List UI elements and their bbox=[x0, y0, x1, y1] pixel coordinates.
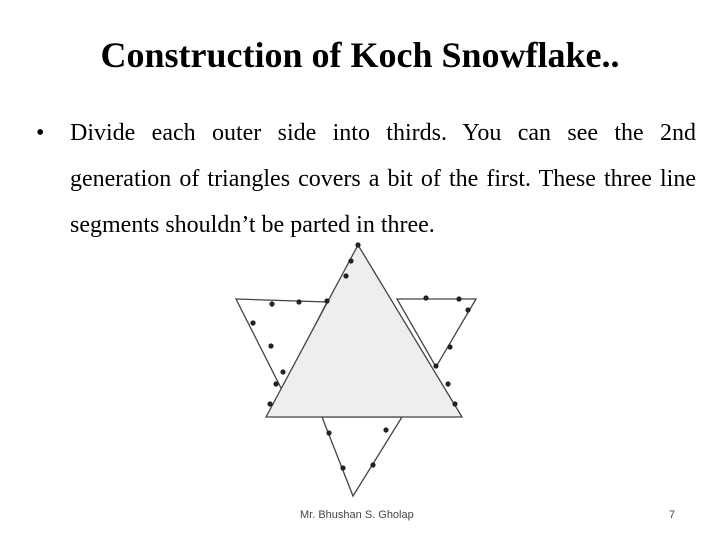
division-point bbox=[269, 301, 274, 306]
bullet-marker: • bbox=[36, 120, 45, 146]
division-point bbox=[324, 298, 329, 303]
koch-construction-figure bbox=[220, 238, 480, 500]
page-number: 7 bbox=[669, 509, 676, 521]
division-point bbox=[370, 462, 375, 467]
bottom-triangle bbox=[322, 417, 402, 496]
bullet-text: Divide each outer side into thirds. You can see the 2nd generation of triangles covers a bit of the first. These three line segments shouldn’t be parted in three. bbox=[70, 120, 696, 238]
slide-title: Construction of Koch Snowflake.. bbox=[100, 35, 620, 75]
division-point bbox=[433, 363, 438, 368]
division-point bbox=[456, 296, 461, 301]
division-point bbox=[348, 258, 353, 263]
division-point bbox=[268, 343, 273, 348]
division-point bbox=[273, 381, 278, 386]
division-point bbox=[465, 307, 470, 312]
division-point bbox=[326, 430, 331, 435]
division-point bbox=[423, 295, 428, 300]
division-point bbox=[445, 381, 450, 386]
division-point bbox=[267, 401, 272, 406]
division-point bbox=[452, 401, 457, 406]
division-point bbox=[296, 299, 301, 304]
footer-author: Mr. Bhushan S. Gholap bbox=[300, 509, 414, 521]
division-point bbox=[355, 242, 360, 247]
division-point bbox=[447, 344, 452, 349]
division-point bbox=[340, 465, 345, 470]
division-point bbox=[343, 273, 348, 278]
division-point bbox=[280, 369, 285, 374]
bullet-item bbox=[36, 110, 696, 248]
division-point bbox=[383, 427, 388, 432]
division-point bbox=[250, 320, 255, 325]
